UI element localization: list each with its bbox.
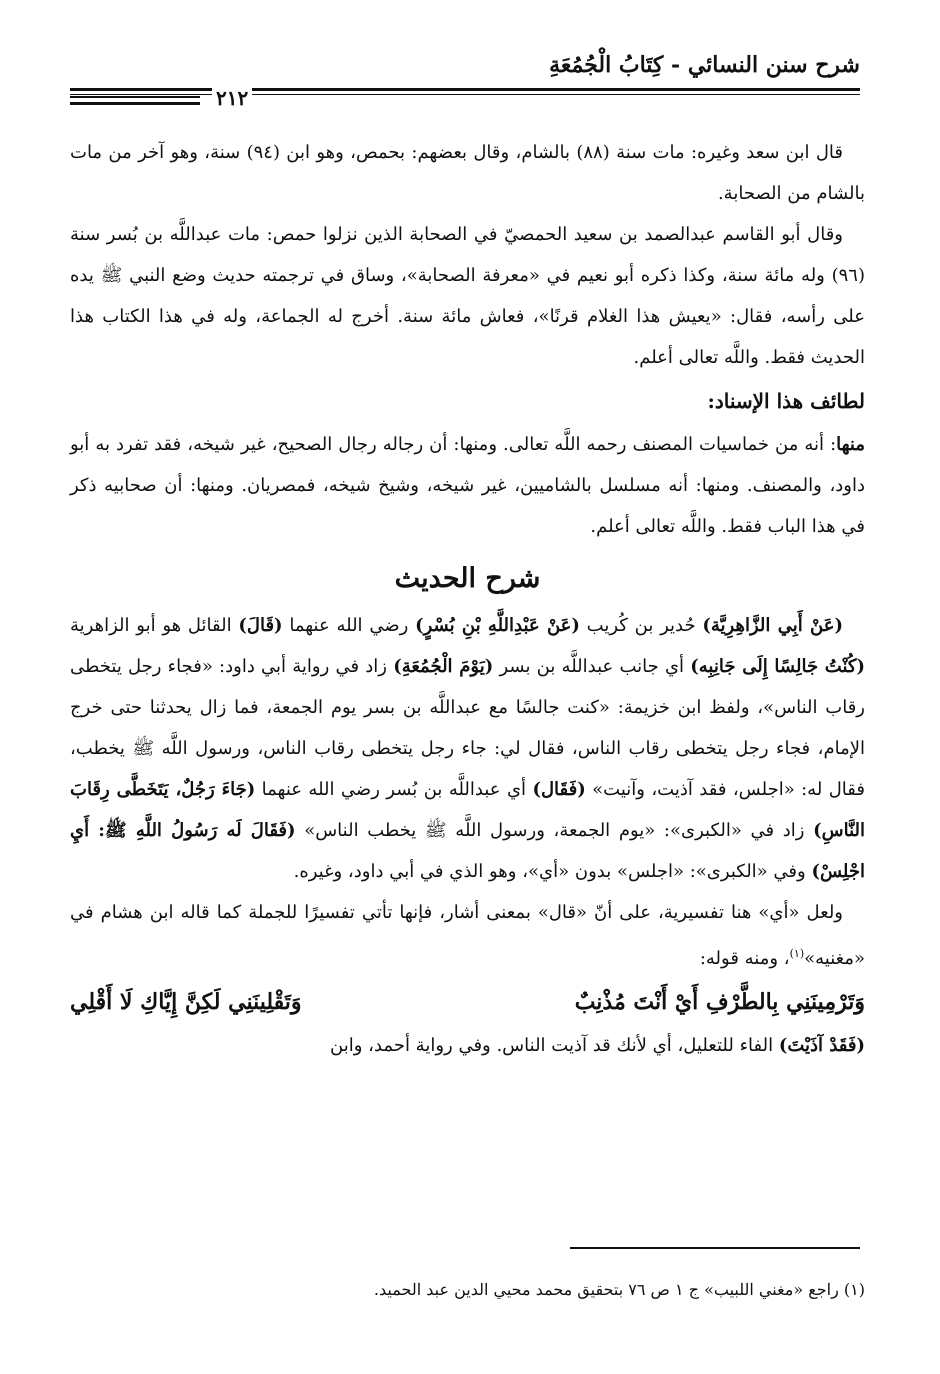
section-title: شرح الحديث	[394, 563, 541, 594]
paragraph-death-date: قال ابن سعد وغيره: مات سنة (٨٨) بالشام، وقال بعضهم: بحمص، وهو ابن (٩٤) سنة، وهو آخر من مات بالشام من الصحابة.	[70, 142, 865, 204]
hadith-quote: (عَنْ عَبْدِاللَّهِ بْنِ بُسْرٍ)	[415, 615, 580, 636]
hadith-quote: (فَقَالَ لَه رَسُولُ اللَّهِ ﷺ: أَيِ اجْلِسْ)	[70, 820, 865, 882]
hadith-quote: (كُنْتُ جَالِسًا إِلَى جَانِبِه)	[690, 656, 866, 677]
footnote-reference: (١)	[789, 947, 805, 960]
page-header	[70, 52, 860, 122]
explanation-paragraph	[70, 892, 865, 979]
header-rule-thin	[70, 94, 860, 95]
verse-hemistich-2: وَتَقْلِينَنِي لَكِنَّ إِيَّاكِ لَا أَقْلِي	[70, 989, 302, 1015]
honorific-text: رضي الله عنهما	[282, 615, 416, 636]
commentary-text: أي عبداللَّه بن بُسر رضي الله عنهما	[255, 779, 533, 800]
lataif-paragraph	[70, 424, 865, 547]
hadith-quote: (عَنْ أَبِي الزَّاهِرِيَّة)	[702, 615, 843, 636]
commentary-text: حُدير بن كُريب	[579, 615, 703, 636]
commentary-text: القائل هو أبو الزاهرية	[70, 615, 239, 636]
paragraph-biography: وقال أبو القاسم عبدالصمد بن سعيد الحمصيّ في الصحابة الذين نزلوا حمص: مات عبداللَّه بن بُسر سنة (٩٦) وله مائة سنة، وكذا ذكره أبو نعيم في «معرفة الصحابة»، وساق في ترجمته حديث وضع النبي ﷺ يده على رأسه، فقال: «يعيش هذا الغلام قرنًا»، فعاش مائة سنة. أخرج له الجماعة، وله في هذا الكتاب هذا الحديث فقط. واللَّه تعالى أعلم.	[70, 224, 865, 368]
final-paragraph	[70, 1025, 865, 1066]
lataif-lead: منها	[836, 434, 865, 455]
footnote-divider	[570, 1247, 860, 1249]
hadith-quote: (جَاءَ رَجُلٌ، يَتَخَطَّى رِقَابَ النَّاسِ)	[70, 779, 865, 841]
page-body	[70, 132, 865, 1066]
commentary-text: أي جانب عبداللَّه بن بسر	[493, 656, 691, 677]
hadith-quote: (فَقَدْ آذَيْتَ)	[778, 1035, 865, 1056]
commentary-text: وفي «الكبرى»: «اجلس» بدون «أي»، وهو الذي في أبي داود، وغيره.	[293, 861, 812, 882]
page-number-rule-thick	[70, 102, 200, 105]
explanation-text: ولعل «أي» هنا تفسيرية، على أنّ «قال» بمعنى أشار، فإنها تأتي تفسيرًا للجملة كما قاله ابن هشام في «مغنيه»	[70, 902, 865, 969]
sharh-paragraph	[70, 605, 865, 892]
header-rule	[70, 88, 860, 91]
hadith-quote: (فَقَال)	[532, 779, 586, 800]
poetry-verse	[70, 979, 865, 1025]
page-number: ٢١٢	[212, 86, 252, 110]
commentary-text: زاد في رواية أبي داود: «فجاء رجل يتخطى رقاب الناس»، ولفظ ابن خزيمة: «كنت جالسًا مع عبداللَّه بن بسر يوم الجمعة، فما زال يحدثنا حتى خرج الإمام، فجاء رجل يتخطى رقاب الناس، فقال لي: جاء رجل يتخطى رقاب الناس، ورسول اللَّه ﷺ يخطب، فقال له: «اجلس، فقد آذيت، وآنيت»	[70, 656, 865, 800]
lataif-heading: لطائف هذا الإسناد:	[707, 389, 865, 413]
hadith-quote: (قَالَ)	[238, 615, 283, 636]
footnote: (١) راجع «مغني اللبيب» ج ١ ص ٧٦ بتحقيق محمد محيي الدين عبد الحميد.	[373, 1280, 865, 1299]
commentary-text: زاد في «الكبرى»: «يوم الجمعة، ورسول اللَّه ﷺ يخطب الناس»	[295, 820, 814, 841]
page-number-rule	[70, 96, 200, 98]
lataif-text: : أنه من خماسيات المصنف رحمه اللَّه تعالى. ومنها: أن رجاله رجال الصحيح، غير شيخه، فقد تفرد به أبو داود، والمصنف. ومنها: أنه مسلسل بالشاميين، غير شيخه، وشيخ شيخه، فمصريان. ومنها: أن صحابيه ذكر في هذا الباب فقط. واللَّه تعالى أعلم.	[70, 434, 866, 537]
hadith-quote: (يَوْمَ الْجُمُعَةِ)	[393, 656, 494, 677]
explanation-text: ، ومنه قوله:	[699, 948, 790, 969]
running-title: شرح سنن النسائي - كِتَابُ الْجُمُعَةِ	[549, 52, 860, 78]
verse-hemistich-1: وَتَرْمِينَنِي بِالطَّرْفِ أَيْ أَنْتَ مُذْنِبٌ	[574, 989, 865, 1015]
commentary-text: الفاء للتعليل، أي لأنك قد آذيت الناس. وفي رواية أحمد، وابن	[330, 1035, 779, 1056]
